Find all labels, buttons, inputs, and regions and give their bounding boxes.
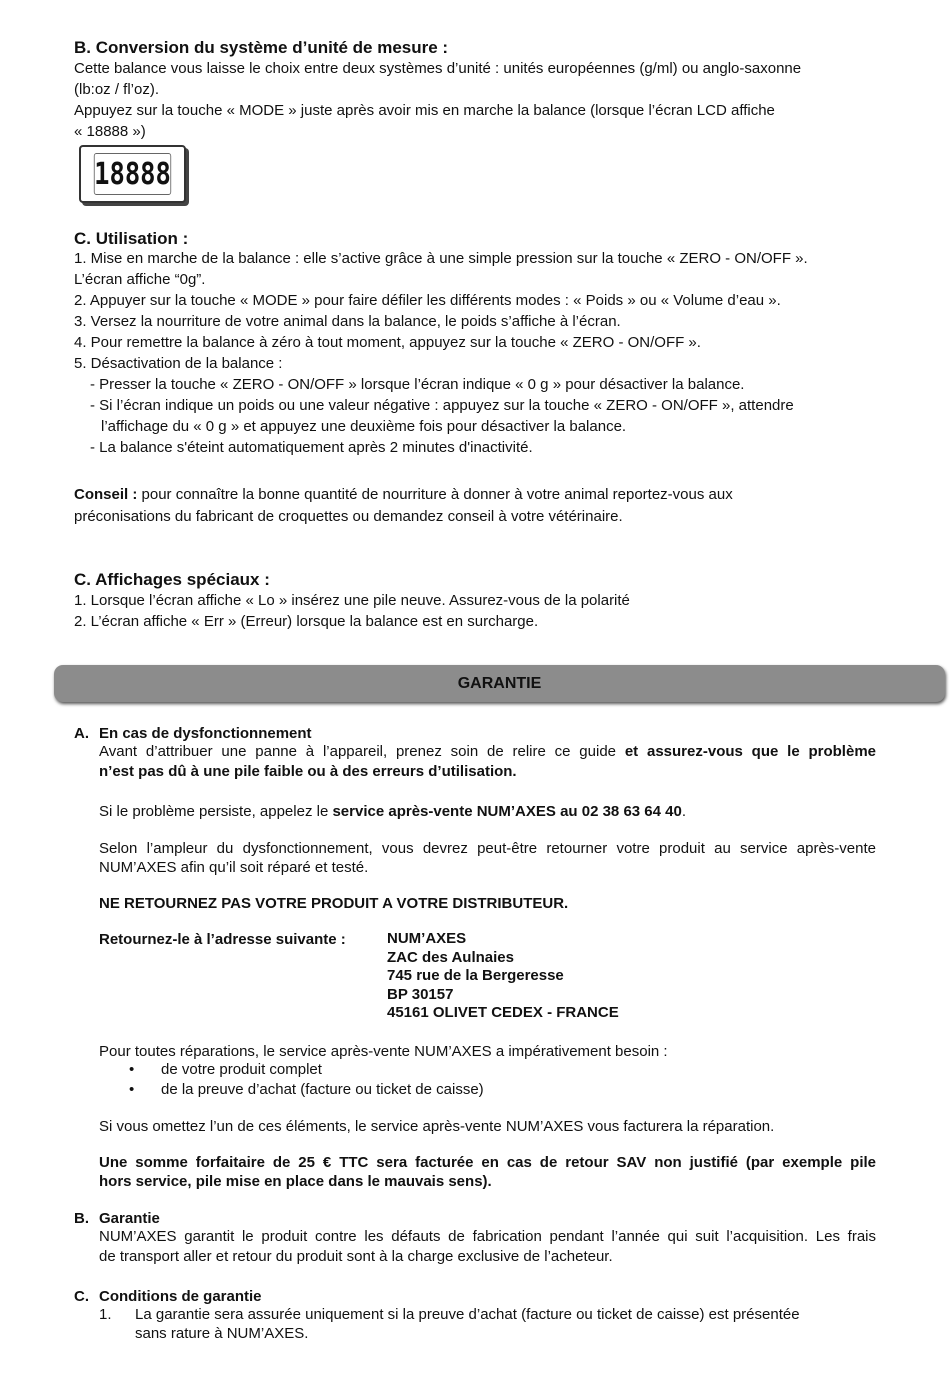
address-label: Retournez-le à l’adresse suivante : (99, 931, 346, 948)
use-line: L’écran affiche “0g”. (74, 271, 206, 288)
bullet-item: de votre produit complet (161, 1061, 322, 1078)
section-b-line: Cette balance vous laisse le choix entre deux systèmes d’unité : unités européennes (g/ml) ou anglo-saxonne (74, 60, 802, 77)
fee-line-1: Une somme forfaitaire de 25 € TTC sera facturée en cas de retour SAV non justifié (par exemple pile (99, 1154, 876, 1171)
address-line: BP 30157 (387, 985, 454, 1003)
lcd-display-illustration (79, 145, 186, 203)
garantie-a-warning: NE RETOURNEZ PAS VOTRE PRODUIT A VOTRE DISTRIBUTEUR. (99, 895, 569, 912)
repairs-intro: Pour toutes réparations, le service après-vente NUM’AXES a impérativement besoin : (99, 1043, 668, 1060)
conseil-label: Conseil : (74, 486, 138, 503)
conseil-text: pour connaître la bonne quantité de nourriture à donner à votre animal reportez-vous aux (137, 486, 733, 503)
bullet-icon: • (129, 1081, 135, 1098)
p2-normal: Si le problème persiste, appelez le (99, 803, 333, 820)
condition-line-2: sans rature à NUM’AXES. (135, 1325, 309, 1342)
display-line: 1. Lorsque l’écran affiche « Lo » insérez une pile neuve. Assurez-vous de la polarité (74, 592, 630, 609)
address-line: 745 rue de la Bergeresse (387, 967, 564, 984)
use-subline: - Presser la touche « ZERO - ON/OFF » lorsque l’écran indique « 0 g » pour désactiver la balance. (90, 376, 745, 393)
garantie-a-p2 (99, 802, 686, 821)
omit-notice: Si vous omettez l’un de ces éléments, le service après-vente NUM’AXES vous facturera la réparation. (99, 1118, 775, 1135)
garantie-a-title: En cas de dysfonctionnement (99, 725, 312, 742)
bullet-icon: • (129, 1061, 135, 1078)
p2-phone: service après-vente NUM’AXES au 02 38 63 64 40 (332, 803, 682, 820)
address-line: NUM’AXES (387, 930, 467, 947)
section-c-display-title: C. Affichages spéciaux : (74, 570, 270, 589)
garantie-b-line1: NUM’AXES garantit le produit contre les défauts de fabrication pendant l’année qui suit l’acquisition. Les frais (99, 1228, 876, 1245)
p1-bold: et assurez-vous que le problème (624, 743, 876, 760)
bullet-item: de la preuve d’achat (facture ou ticket de caisse) (161, 1081, 484, 1098)
use-subline: - La balance s'éteint automatiquement après 2 minutes d'inactivité. (90, 439, 533, 456)
garantie-c-letter: C. (74, 1288, 89, 1305)
garantie-banner: GARANTIE (54, 665, 945, 702)
garantie-b-title: Garantie (99, 1210, 160, 1227)
lcd-digits: 18888 (94, 153, 171, 195)
use-subline: l’affichage du « 0 g » et appuyez une deuxième fois pour désactiver la balance. (101, 418, 627, 435)
section-b-line: « 18888 ») (74, 123, 146, 140)
garantie-a-p1-line2: n’est pas dû à une pile faible ou à des erreurs d’utilisation. (99, 763, 517, 780)
address-line: ZAC des Aulnaies (387, 948, 514, 966)
section-b-line: Appuyez sur la touche « MODE » juste après avoir mis en marche la balance (lorsque l’écran LCD affiche (74, 102, 775, 119)
conseil-line (74, 484, 733, 505)
garantie-a-p1 (99, 742, 876, 761)
use-line: 2. Appuyer sur la touche « MODE » pour faire défiler les différents modes : « Poids » ou « Volume d’eau ». (74, 292, 781, 309)
use-line: 3. Versez la nourriture de votre animal dans la balance, le poids s’affiche à l’écran. (74, 313, 621, 330)
section-c-use-title: C. Utilisation : (74, 229, 189, 248)
garantie-a-letter: A. (74, 725, 89, 742)
conseil-line-2: préconisations du fabricant de croquettes ou demandez conseil à votre vétérinaire. (74, 508, 623, 525)
use-subline: - Si l’écran indique un poids ou une valeur négative : appuyez sur la touche « ZERO - ON/OFF », attendre (90, 397, 794, 414)
garantie-c-title: Conditions de garantie (99, 1288, 262, 1305)
condition-line-1: La garantie sera assurée uniquement si la preuve d’achat (facture ou ticket de caisse) est présentée (135, 1306, 800, 1323)
garantie-b-letter: B. (74, 1210, 89, 1227)
garantie-a-p3-line1: Selon l’ampleur du dysfonctionnement, vous devrez peut-être retourner votre produit au service après-vente (99, 840, 876, 857)
condition-number: 1. (99, 1306, 112, 1323)
fee-line-2: hors service, pile mise en place dans le mauvais sens). (99, 1173, 492, 1190)
garantie-b-line2: de transport aller et retour du produit sont à la charge exclusive de l’acheteur. (99, 1248, 613, 1265)
p1-normal: Avant d’attribuer une panne à l’appareil, prenez soin de relire ce guide (99, 743, 625, 760)
display-line: 2. L’écran affiche « Err » (Erreur) lorsque la balance est en surcharge. (74, 613, 539, 630)
address-line: 45161 OLIVET CEDEX - FRANCE (387, 1004, 619, 1021)
garantie-a-p3-line2: NUM’AXES afin qu’il soit réparé et testé. (99, 859, 369, 876)
section-b-line: (lb:oz / fl’oz). (74, 81, 160, 98)
use-line: 4. Pour remettre la balance à zéro à tout moment, appuyez sur la touche « ZERO - ON/OFF ». (74, 334, 701, 351)
use-line: 1. Mise en marche de la balance : elle s’active grâce à une simple pression sur la touche « ZERO - ON/OFF ». (74, 250, 808, 267)
use-line: 5. Désactivation de la balance : (74, 355, 283, 372)
p2-end: . (681, 803, 687, 820)
section-b-title: B. Conversion du système d’unité de mesure : (74, 38, 449, 57)
